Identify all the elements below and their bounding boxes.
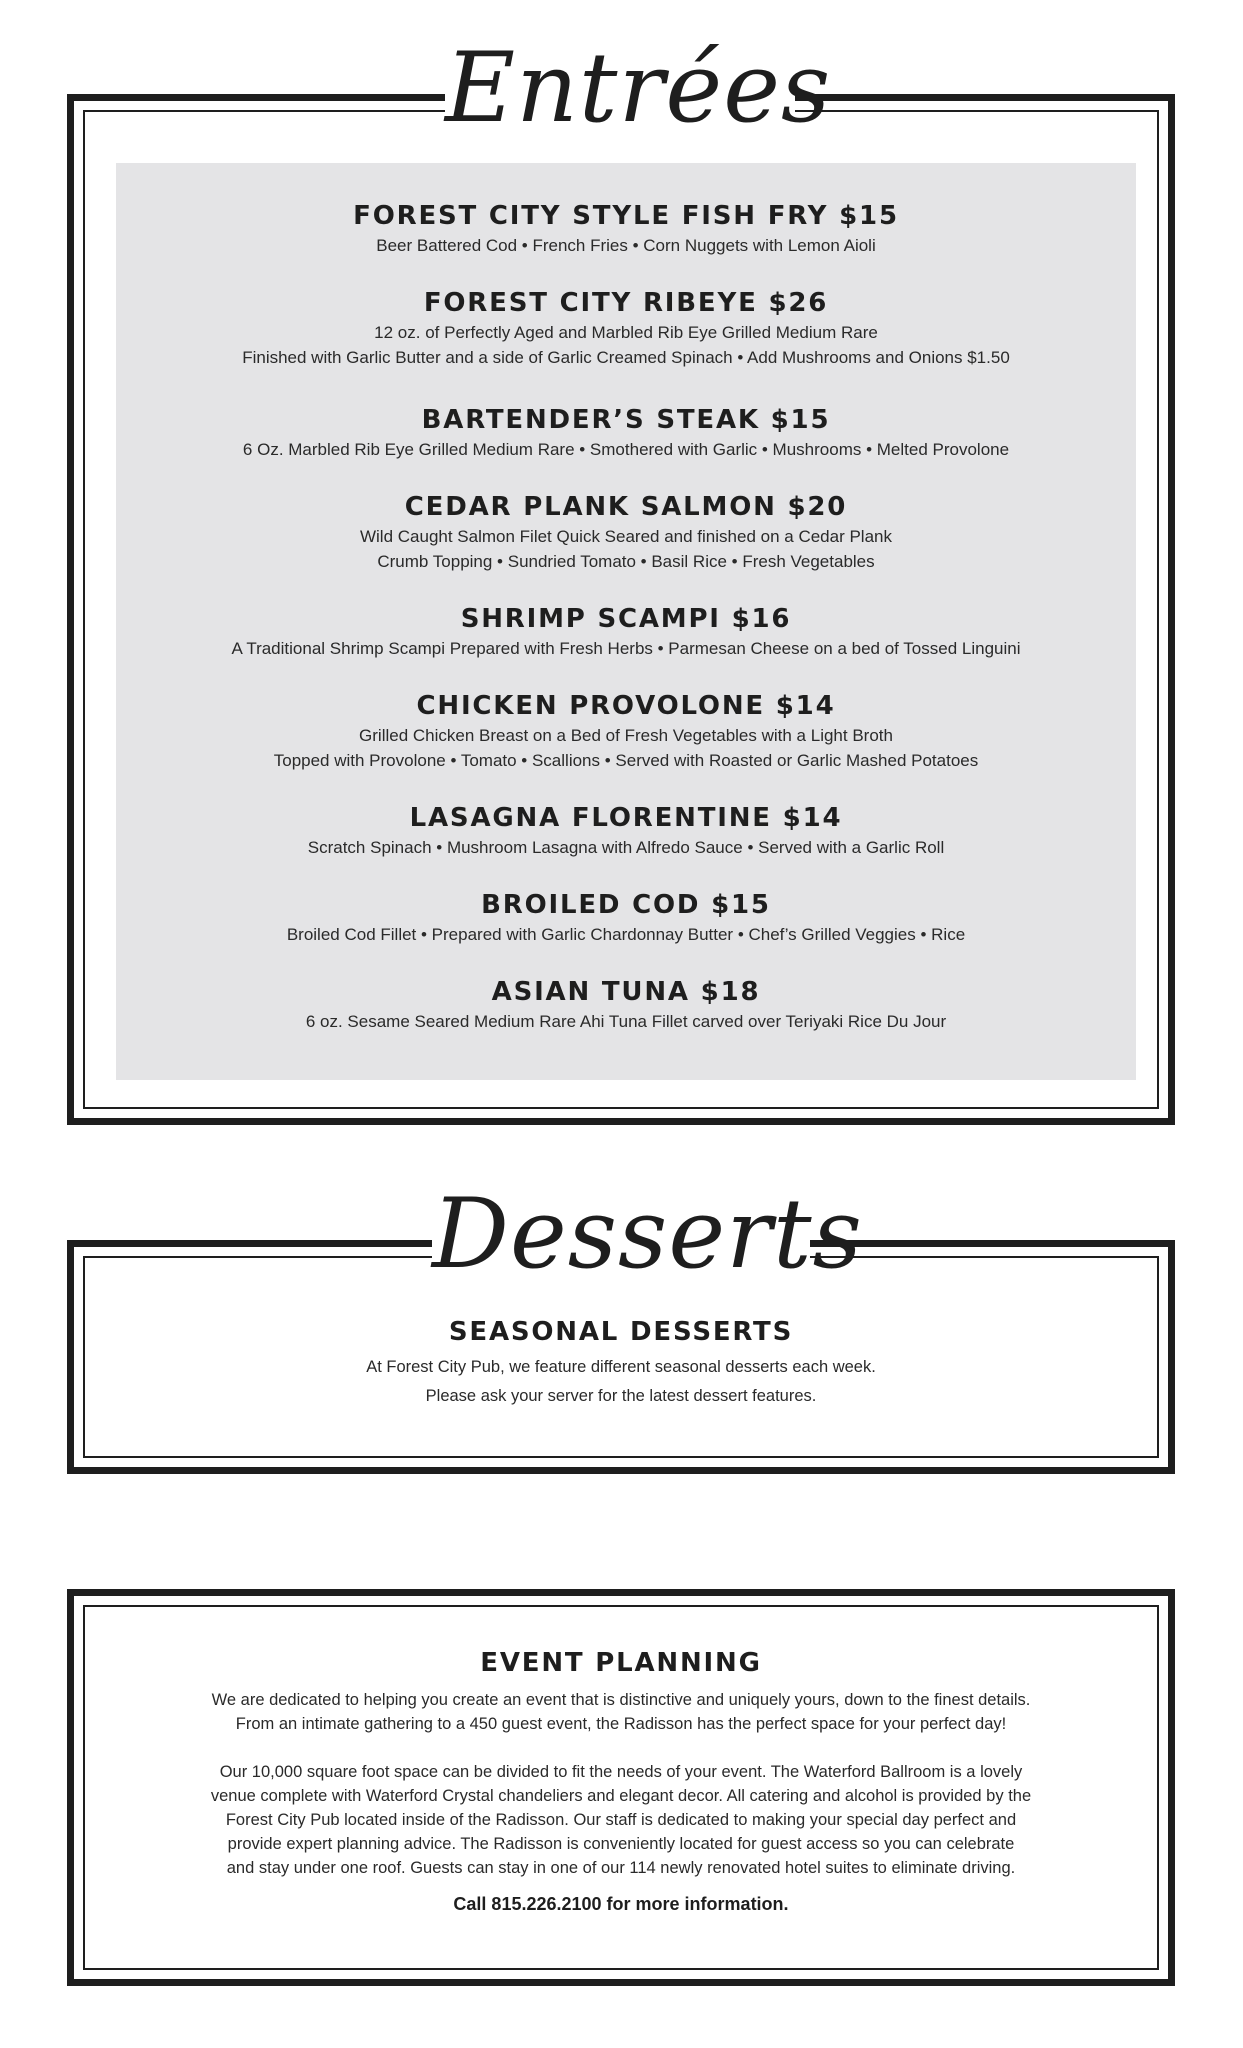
event-planning-heading: EVENT PLANNING — [480, 1648, 762, 1678]
event-line: Forest City Pub located inside of the Radisson. Our staff is dedicated to making your special day perfect and — [225, 1811, 1017, 1829]
item-name: LASAGNA FLORENTINE $14 — [409, 803, 843, 833]
event-line: venue complete with Waterford Crystal chandeliers and elegant decor. All catering and alcohol is provided by the — [210, 1787, 1032, 1805]
item-name: CHICKEN PROVOLONE $14 — [416, 691, 836, 721]
event-paragraph-1 — [74, 1688, 1168, 1736]
item-description: 12 oz. of Perfectly Aged and Marbled Rib Eye Grilled Medium Rare — [374, 323, 878, 342]
menu-item-chicken-provolone — [116, 689, 1136, 773]
item-name: FOREST CITY STYLE FISH FRY $15 — [353, 201, 899, 231]
menu-item-asian-tuna — [116, 975, 1136, 1034]
item-description: Finished with Garlic Butter and a side of Garlic Creamed Spinach • Add Mushrooms and Onions $1.50 — [242, 348, 1010, 367]
menu-item-ribeye — [116, 286, 1136, 370]
desserts-line: Please ask your server for the latest dessert features. — [425, 1387, 817, 1405]
item-description: Beer Battered Cod • French Fries • Corn Nuggets with Lemon Aioli — [376, 236, 876, 255]
item-description: Wild Caught Salmon Filet Quick Seared and finished on a Cedar Plank — [359, 527, 892, 546]
item-name: BROILED COD $15 — [481, 890, 771, 920]
item-name: SHRIMP SCAMPI $16 — [460, 604, 792, 634]
call-to-action: Call 815.226.2100 for more information. — [453, 1894, 789, 1914]
desserts-line: At Forest City Pub, we feature different seasonal desserts each week. — [366, 1358, 876, 1376]
item-description: 6 Oz. Marbled Rib Eye Grilled Medium Rare • Smothered with Garlic • Mushrooms • Melted Provolone — [242, 440, 1010, 459]
entrees-panel — [116, 163, 1136, 1080]
event-line: From an intimate gathering to a 450 guest event, the Radisson has the perfect space for your perfect day! — [235, 1715, 1007, 1733]
menu-item-cedar-plank-salmon — [116, 490, 1136, 574]
item-description: Scratch Spinach • Mushroom Lasagna with Alfredo Sauce • Served with a Garlic Roll — [307, 838, 945, 857]
event-content — [74, 1646, 1168, 1915]
item-name: BARTENDER’S STEAK $15 — [421, 405, 831, 435]
desserts-title: Desserts — [432, 1186, 810, 1296]
event-line: provide expert planning advice. The Radisson is conveniently located for guest access so you can celebrate — [227, 1835, 1015, 1853]
event-line: We are dedicated to helping you create an event that is distinctive and uniquely yours, down to the finest details. — [211, 1691, 1031, 1709]
item-description: 6 oz. Sesame Seared Medium Rare Ahi Tuna Fillet carved over Teriyaki Rice Du Jour — [305, 1012, 947, 1031]
item-description: Grilled Chicken Breast on a Bed of Fresh Vegetables with a Light Broth — [359, 726, 893, 745]
item-name: FOREST CITY RIBEYE $26 — [423, 288, 829, 318]
desserts-content — [74, 1315, 1168, 1411]
item-description: Crumb Topping • Sundried Tomato • Basil Rice • Fresh Vegetables — [377, 552, 875, 571]
seasonal-desserts-heading: SEASONAL DESSERTS — [448, 1317, 794, 1347]
event-paragraph-2 — [74, 1760, 1168, 1880]
item-name: ASIAN TUNA $18 — [491, 977, 761, 1007]
event-planning-frame — [67, 1589, 1175, 1986]
menu-item-bartenders-steak — [116, 403, 1136, 462]
event-line: and stay under one roof. Guests can stay in one of our 114 newly renovated hotel suites to eliminate driving. — [226, 1859, 1016, 1877]
menu-item-broiled-cod — [116, 888, 1136, 947]
item-description: A Traditional Shrimp Scampi Prepared with Fresh Herbs • Parmesan Cheese on a bed of Tossed Linguini — [231, 639, 1021, 658]
item-name: CEDAR PLANK SALMON $20 — [404, 492, 848, 522]
item-description: Broiled Cod Fillet • Prepared with Garlic Chardonnay Butter • Chef’s Grilled Veggies • Rice — [286, 925, 966, 944]
event-line: Our 10,000 square foot space can be divided to fit the needs of your event. The Waterford Ballroom is a lovely — [219, 1763, 1023, 1781]
menu-item-lasagna-florentine — [116, 801, 1136, 860]
menu-item-shrimp-scampi — [116, 602, 1136, 661]
menu-item-fish-fry — [116, 199, 1136, 258]
entrees-title: Entrées — [445, 40, 795, 150]
item-description: Topped with Provolone • Tomato • Scallions • Served with Roasted or Garlic Mashed Potatoes — [273, 751, 979, 770]
